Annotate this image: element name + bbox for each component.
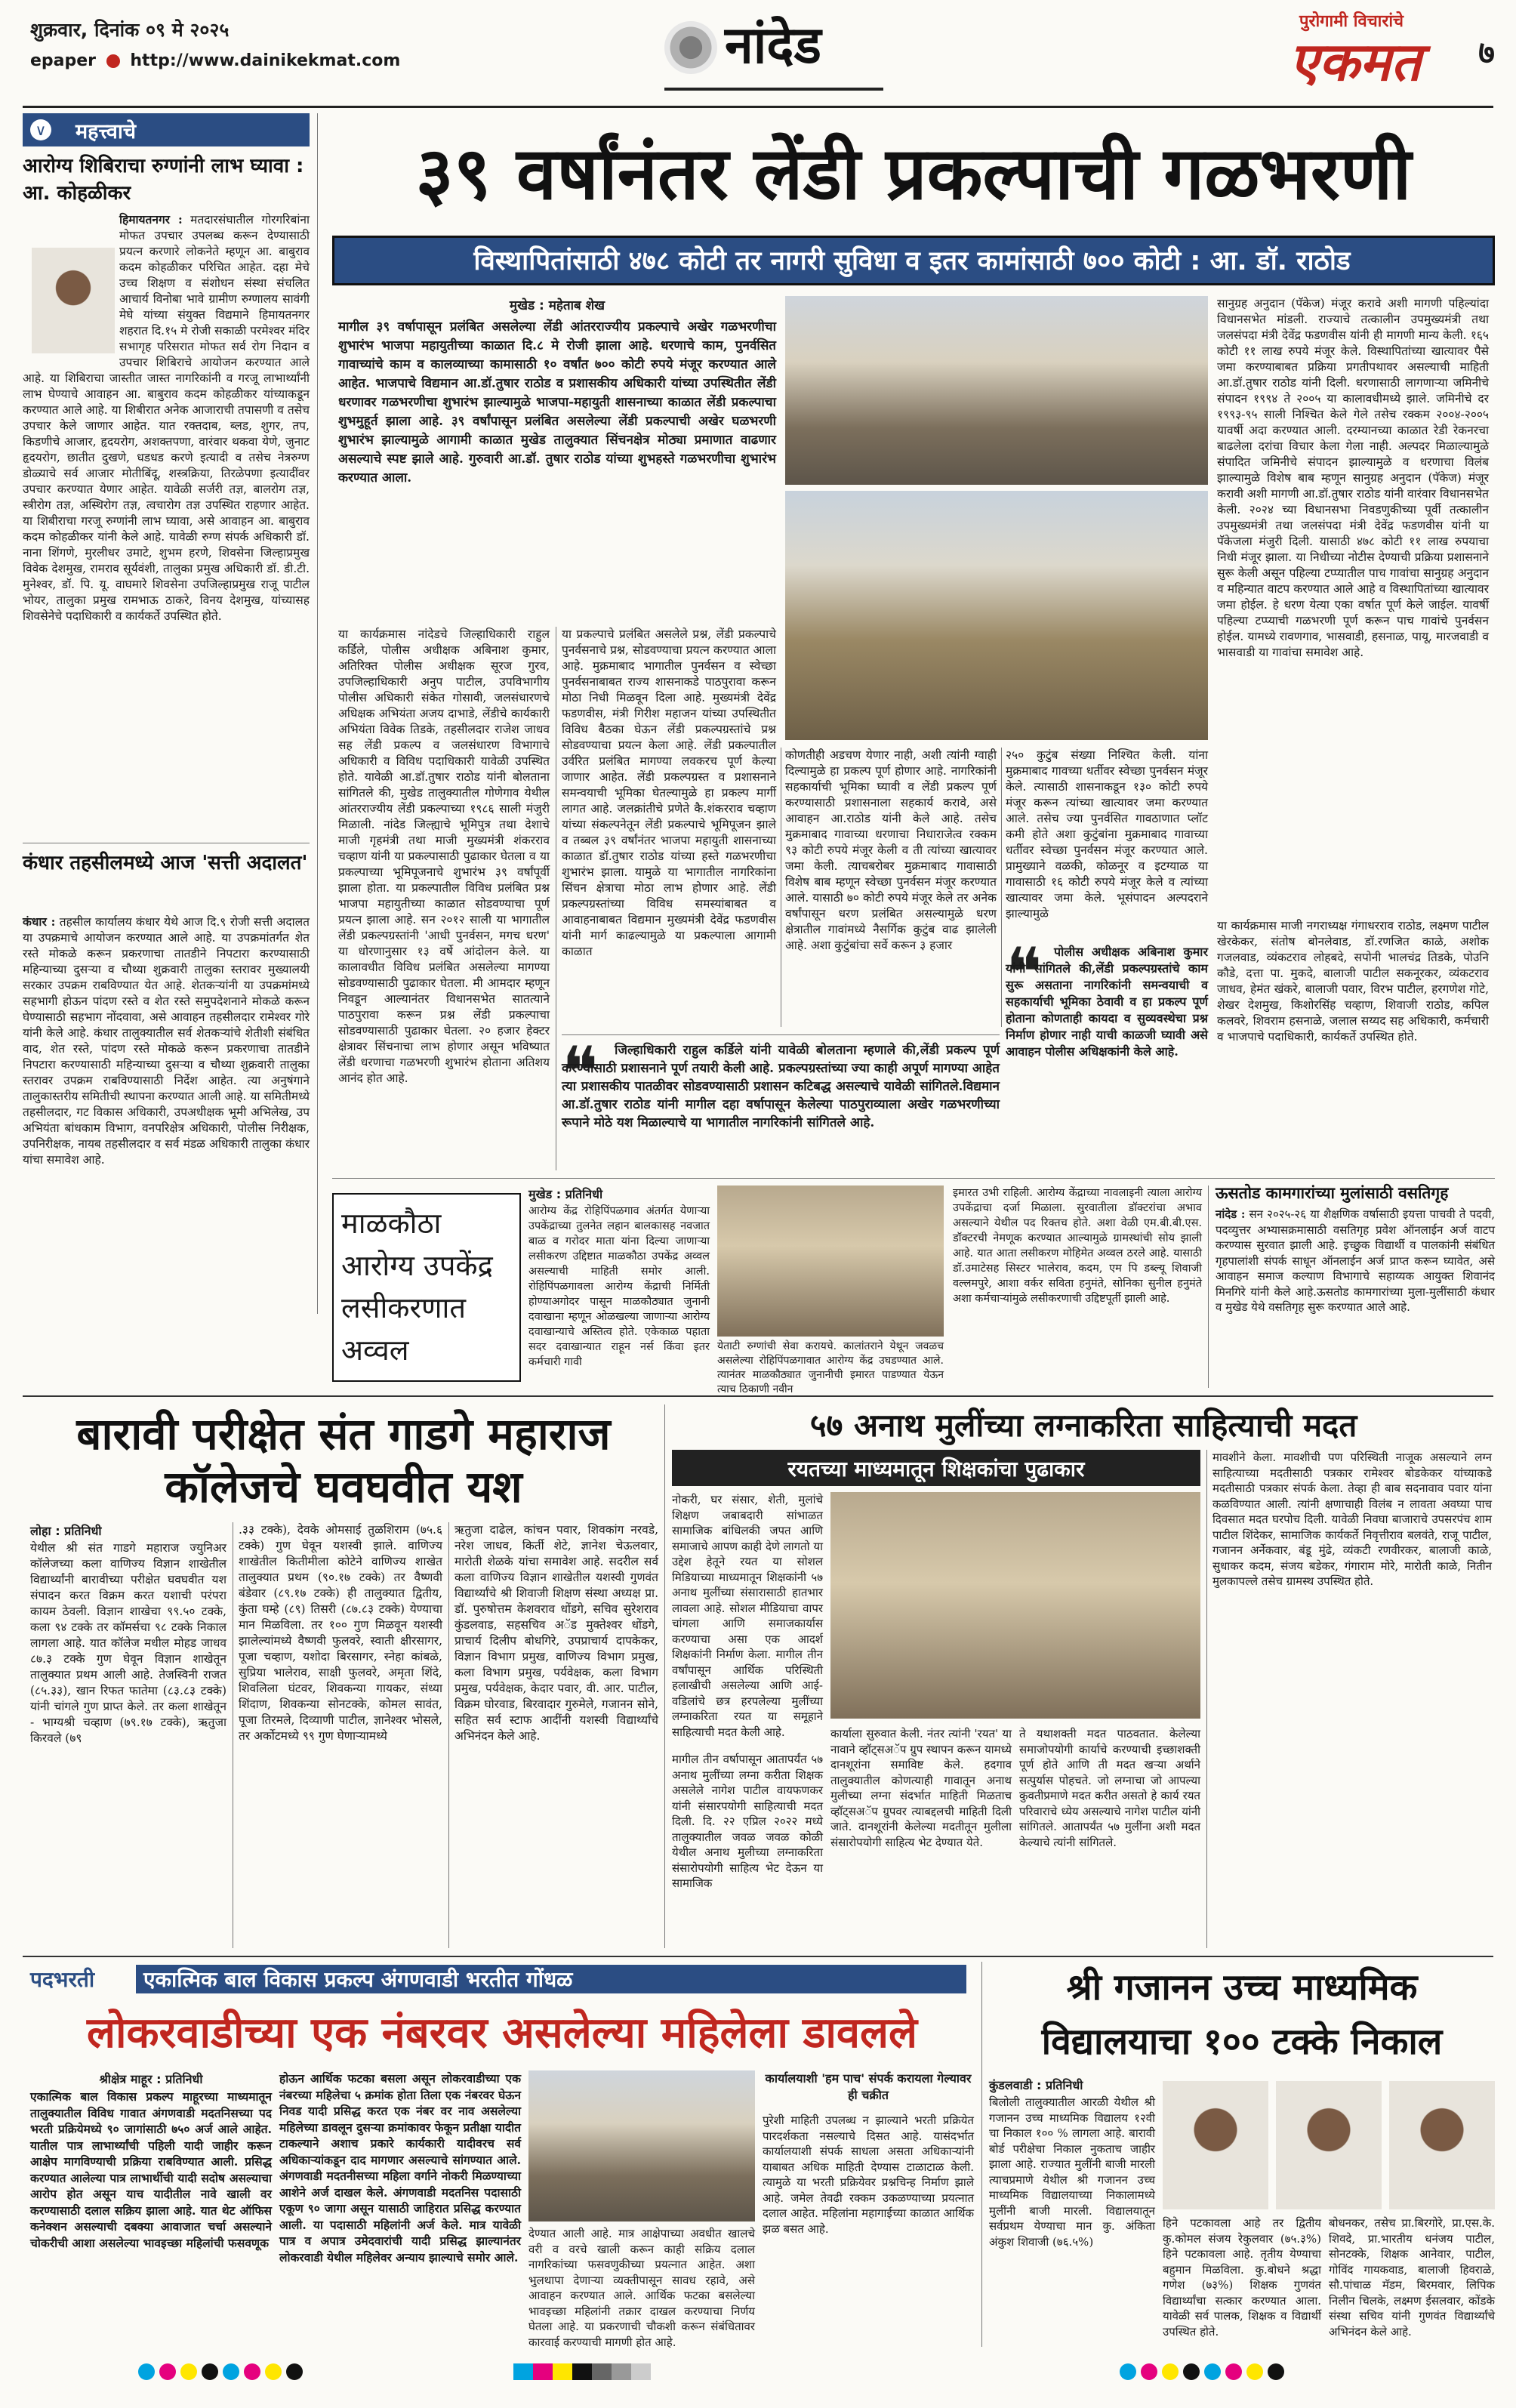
marriage-subheadline: रयतच्या माध्यमातून शिक्षकांचा पुढाकार xyxy=(787,1457,1085,1481)
marriage-col6: मावशीने केला. मावशीची पण परिस्थिती नाजूक असल्याने लग्न साहित्याच्या मदतीसाठी पत्रकार रामेश्वर बोडकेकर यांच्याकडे मदतीसाठी पत्रकार संपर्क केला. तेव्हा ही बाब सदनावाव पवार यांना कळविण्यात आली. त्यांनी क्षणाचाही विलंब न लावता अवघ्या पाच दिवसात मदत घरपोच दिली. यावेळी निवघा बाजाराचे उपसरपंच शाम पाटील शिंदेकर, सामाजिक कार्यकर्ते निवृत्तीराव बलवंते, राजू पाटील, गजानन अर्नेकवार, बंडू मुंढे, व्यंकटी रणवीरकर, बालाजी काळे, सुधाकर कदम, संजय बडेकर, गंगाराम मोरे, मारोती काळे, नितीन मुलकापल्ले तसेच ग्रामस्थ उपस्थित होते. xyxy=(1212,1451,1492,1588)
gajanan-col3: बोधनकर, तसेच प्रा.बिरगोरे, प्रा.एस.के. शिवदे, प्रा.भारतीय धनंजय पाटील, सोनटक्के, शिक्षक आनेवार, पाटील, गोविंद गायकवाड, बालाजी हिवराळे, सौ.पांचाळ मॅडम, बिरमवार, लिपिक निलीन चिलके, लक्ष्मण ईसलवार, कोंडके संस्था सचिव यांनी गुणवंत विद्यार्थ्यांचे अभिनंदन केले आहे. xyxy=(1329,2216,1495,2339)
malkautha-photo xyxy=(717,1186,944,1337)
quote-mark-icon: ❝ xyxy=(1006,933,1043,1013)
lead-intro-box xyxy=(338,296,776,613)
lead-subheadline-box xyxy=(332,236,1495,285)
padbharti-col3: देण्यात आली आहे. मात्र आक्षेपाच्या अवधीत खालचे वरी व वरचे खाली करून काही सक्रिय दलाल नागरिकांच्या फसवणुकीच्या प्रयत्नात आहेत. अशा भुलथापा देणाऱ्या व्यक्तीपासून सावध रहावे, असे आवाहन करण्यात आले. आर्थिक फटका बसलेल्या भावइच्छा महिलांनी तक्रार दाखल करण्याचा निर्णय घेतला आहे. या प्रकरणाची चौकशी करून संबंधितावर कारवाई करण्याची मागणी होत आहे. xyxy=(528,2227,755,2349)
registration-marks-left xyxy=(136,2363,438,2386)
malkautha-title-box xyxy=(332,1193,521,1382)
lead-col3: कोणतीही अडचण येणार नाही, अशी त्यांनी ग्वाही दिल्यामुळे हा प्रकल्प पूर्ण होणार आहे. नागरिकांनी सहकार्याची भूमिका घ्यावी व लेंडी प्रकल्प पूर्ण करण्यासाठी प्रशासनाला सहकार्य करावे, असे आवाहन आ.राठोड यांनी केले आहे. तसेच मुक्रमाबाद गावाच्या धरणाचा निधाराजेत्व रक्कम ९३ कोटी रुपये मंजूर केली व ती त्यांच्या खात्यावर जमा केली. त्याचबरोबर मुक्रमाबाद गावासाठी विशेष बाब म्हणून स्वेच्छा पुनर्वसन मंजूर करण्यात आले. यासाठी ७० कोटी रुपये मंजूर केले तर अनेक वर्षांपासून धरण प्रलंबित असल्यामुळे धरण क्षेत्रातील गावांमध्ये नैसर्गिक कुटुंब वाढ झालेली आहे. अशा कुटुंबांचा सर्वे करून ३ हजार xyxy=(785,748,997,952)
brand-name: एकमत xyxy=(1289,31,1422,93)
malkautha-byline: मुखेड : प्रतिनिधी xyxy=(528,1187,603,1201)
lead-quote-police: ❝ पोलीस अधीक्षक अबिनाश कुमार यांनी सांगितले की,लेंडी प्रकल्पग्रस्तांचे काम सुरू असताना नागरिकांनी समन्वयाची व सहकार्याची भूमिका ठेवावी व हा प्रकल्प पूर्ण होताना कोणताही कायदा व सुव्यवस्थेचा प्रश्न निर्माण होणार नाही याची काळजी घ्यावी असे आवाहन पोलीस अधिक्षकांनी केले आहे. xyxy=(1006,933,1208,1059)
lead-quote-collector: ❝ जिल्हाधिकारी राहुल कर्डिले यांनी यावेळी बोलताना म्हणाले की,लेंडी प्रकल्प पूर्ण करण्यासाठी प्रशासनाने पूर्ण तयारी केली आहे. प्रकल्पग्रस्तांच्या ज्या काही अपूर्ण मागण्या आहेत त्या प्रशासकीय पातळीवर सोडवण्यासाठी प्रशासन कटिबद्ध असल्याचे यावेळी सांगितले.विद्यमान आ.डॉ.तुषार राठोड यांनी मागील दहा वर्षापासून केलेल्या पाठपुराव्याला अखेर गळभरणीच्या रूपाने मोठे यश मिळाल्याचे या भागातील नागरिकांनी सांगितले आहे. xyxy=(562,1034,1000,1170)
sidebar-story2-title: कंधार तहसीलमध्ये आज 'सत्ती अदालत' xyxy=(23,852,308,874)
color-bars xyxy=(513,2363,695,2386)
marriage-photo xyxy=(830,1492,1200,1719)
lead-photo-event xyxy=(785,296,1208,485)
padbharti-headline: लोकरवाडीच्या एक नंबरवर असलेल्या महिलेला डावलले xyxy=(87,2009,917,2058)
sidebar-story1-text: मतदारसंघातील गोरगरिबांना मोफत उपचार उपलब्ध करून देण्यासाठी प्रयत्न करणारे लोकनेते म्हणून आ. बाबुराव कदम कोहळीकर परिचित आहेत. दहा मेचे उच्च शिक्षण व संशोधन संस्था संचलित आचार्य विनोबा भावे ग्रामीण रुग्णालय सावंगी मेघे यांच्या संयुक्त विद्यमाने हिमायतनगर शहरात दि.१५ मे रोजी सकाळी परमेश्वर मंदिर सभागृह परिसरात मोफत सर्व रोग निदान व उपचार शिबिराचे आयोजन करण्यात आले आहे. या शिबिराचा जास्तीत जास्त नागरिकांनी व गरजू लाभार्थ्यांनी लाभ घेण्याचे आवाहन आ. बाबुराव कदम कोहळीकर यांच्याकडून करण्यात आले आहे. या शिबीरात अनेक आजाराची तपासणी व तसेच उपचार केले जाणार आहेत. यात रक्तदाब, ब्लड, शुगर, तप, किडणीचे आजार, हृदयरोग, अशक्तपणा, वारंवार थकवा येणे, जुनाट हृदयरोग, छातीत दुखणे, धडधड करणे इत्यादी व तसेच नेत्ररुग्ण डोळ्याचे सर्व आजार मोतीबिंदू, शस्त्रक्रिया, तिरळेपणा इत्यादींवर उपचार करण्यात येणार आहेत. यावेळी सर्जरी तज्ञ, बालरोग तज्ञ, स्त्रीरोग तज्ञ, अस्थिरोग तज्ञ, त्वचारोग तज्ञ उपस्थित राहणार आहेत. या शिबीराचा गरजू रुग्णांनी लाभ घ्यावा, असे आवाहन आ. बाबुराव कदम कोहळीकर यांनी केले आहे. यावेळी रुग्ण संपर्क अधिकारी डॉ. नाना शिंगणे, मुरलीधर उमाटे, शुभम हरणे, शिवसेना जिल्हाप्रमुख विवेक देशमुख, रामराव सूर्यवंशी, तालुका प्रमुख अधिकारी डॉ. डी.टी. मुनेश्वर, डॉ. पि. यू. वाघमारे शिवसेना उपजिल्हाप्रमुख राजू पाटील भोयर, तालुका प्रमुख रामभाऊ ठाकरे, विनय देशमुख, यांच्यासह शिवसेनेचे पदाधिकारी व कार्यकर्ते उपस्थित होते. xyxy=(23,213,310,623)
sidebar-story1-dateline: हिमायतनगर : xyxy=(119,212,183,227)
brand-tagline: पुरोगामी विचारांचे xyxy=(1299,12,1404,31)
masthead xyxy=(0,0,1516,106)
sidebar-story2-text: तहसील कार्यालय कंधार येथे आज दि.९ रोजी सत्ती अदालत या उपक्रमाचे आयोजन करण्यात आले आहे. या उपक्रमांतर्गत शेत रस्ते मोकळे करून प्रकरणाचा तातडीने निपटारा करण्यासाठी महिन्याच्या दुसऱ्या व चौथ्या शुक्रवारी तालुका स्तरावर मुख्यालयी सरकार उपक्रम राबविण्यात येत आहे. शेतकऱ्यांनी या उपक्रमांमध्ये सहभागी होऊन पांदण रस्ते व शेत रस्ते समुपदेशनाने मोकळे करून घेण्यासाठी सहभाग नोंदवावा, असे आवाहन तहसीलदार रामेश्वर गोरे यांनी केले आहे. कंधार तालुक्यातील सर्व शेतकऱ्यांचे शेतीशी संबंधित वाद, शेत रस्ते, पांदण रस्ते मोकळे करून प्रकरणाचा तातडीने निपटारा करण्यासाठी महिन्याच्या दुसऱ्या व चौथ्या शुक्रवारी तालुका स्तरावर उपक्रम राबविण्यासाठी निर्देश आहेत. त्या अनुषंगाने तालुकास्तरीय समितीची स्थापना करण्यात आली आहे. या समितीमध्ये तहसीलदार, गट विकास अधिकारी, उपअधीक्षक भूमी अभिलेख, उप अभियंता बांधकाम विभाग, वनपरिक्षेत्र अधिकारी, पोलीस निरीक्षक, उपनिरीक्षक, नायब तहसीलदार व सर्व मंडळ अधिकारी तालुका कंधार यांचा समावेश आहे. xyxy=(23,915,310,1167)
lead-headline: ३९ वर्षांनंतर लेंडी प्रकल्पाची गळभरणी xyxy=(415,131,1412,216)
quote-mark-icon: ❝ xyxy=(562,1032,599,1112)
marriage-subheadline-box xyxy=(672,1450,1200,1486)
hostel-body: नांदेड : सन २०२५-२६ या शैक्षणिक वर्षासाठी इयत्ता पाचवी ते पदवी, पदव्युत्तर अभ्यासक्रमासाठी वसतिगृह प्रवेश ऑनलाईन अर्ज वाटप करण्यास सुरवात झाली आहे. इच्छुक विद्यार्थी व पालकांनी संबंधित गृहपालांशी संपर्क साधून ऑनलाईन अर्ज प्राप्त करून घ्यावेत, असे आवाहन समाज कल्याण विभागाचे सहाय्यक आयुक्त शिवानंद मिनगिरे यांनी केले आहे.ऊसतोड कामगारांच्या मुला-मुलींसाठी कंधार व मुखेड येथे वसतिगृह सुरू करण्यात आले आहे. xyxy=(1216,1207,1495,1314)
gajanan-col1: बिलोली तालुक्यातील आरळी येथील श्री गजानन उच्च माध्यमिक विद्यालय १२वी चा निकाल १०० % लागला आहे. बारावी बोर्ड परीक्षेचा निकाल नुकताच जाहीर झाला आहे. राज्यात मुलींनी बाजी मारली त्याचप्रमाणे येथील श्री गजानन उच्च माध्यमिक विद्यालयाच्या निकालामध्ये मुलींनी बाजी मारली. विद्यालयातून सर्वप्रथम येण्याचा मान कु. अंकिता अंकुश शिवाजी (७६.५%) xyxy=(989,2095,1155,2249)
masthead-rule xyxy=(23,106,1493,108)
lead-col1: या कार्यक्रमास नांदेडचे जिल्हाधिकारी राहुल कर्डिले, पोलीस अधीक्षक अबिनाश कुमार, अतिरिक्त पोलीस अधीक्षक सूरज गुरव, उपजिल्हाधिकारी अनुप पाटील, उपविभागीय पोलीस अधिकारी संकेत गोसावी, जलसंधारणचे अधिक्षक अभियंता अजय दाभाडे, लेंडीचे कार्यकारी अभियंता विवेक तिडके, तहसीलदार राजेश जाधव सह लेंडी प्रकल्प व जलसंधारण विभागाचे अधिकारी व विविध पदाधिकारी यावेळी उपस्थित होते. यावेळी आ.डॉ.तुषार राठोड यांनी बोलताना सांगितले की, मुखेड तालुक्यातील गोणेगाव येथील आंतरराज्यीय लेंडी प्रकल्पाच्या १९८६ साली मंजुरी मिळाली. नांदेड जिल्ह्याचे भूमिपुत्र तथा देशाचे माजी गृहमंत्री तथा माजी मुख्यमंत्री शंकरराव चव्हाण यांनी या प्रकल्पासाठी पुढाकार घेतला व या प्रकल्पाच्या भूमिपूजनाचे शुभारंभ ३९ वर्षांपूर्वी झाला होता. या प्रकल्पातील विविध प्रलंबित प्रश्न भाजपा महायुतीच्या काळात सोडवण्याचा पूर्ण प्रयत्न झाला आहे. सन २०१२ साली या भागातील लेंडी प्रकल्पग्रस्तांनी 'आधी पुनर्वसन, मगच धरण' या धोरणानुसार १३ वर्षे आंदोलन केले. या कालावधीत विविध प्रलंबित असलेल्या मागण्या सोडवण्यासाठी पुढाकार घेतला. मी आमदार म्हणून निवडून आल्यानंतर विधानसभेत सातत्याने पाठपुरावा करून प्रश्न लेंडी प्रकल्पाचा सोडवण्यासाठी पुढाकार घेतला. २० हजार हेक्टर क्षेत्रावर सिंचनाचा लाभ होणार असून भविष्यात लेंडी धरणाचा गळभरणी शुभारंभ होताना अतिशय आनंद होत आहे. xyxy=(338,627,550,1085)
padbharti-subtitle: कार्यालयाशी 'हम पाच' संपर्क करायला गेल्यावर ही चक्रीत xyxy=(765,2071,972,2102)
brand-logo xyxy=(1238,6,1465,97)
city-title-box xyxy=(664,8,883,91)
sidebar-story2-dateline: कंधार : xyxy=(23,914,56,929)
section-label: महत्त्वाचे xyxy=(75,120,137,143)
lead-intro: मागील ३९ वर्षापासून प्रलंबित असलेल्या लेंडी आंतरराज्यीय प्रकल्पाचे अखेर गळभरणीचा शुभारंभ भाजपा महायुतीच्या काळात दि.८ मे रोजी झाला आहे. धरणाचे काम, पुनर्वसित गावाच्यांचे काम व कालव्याच्या कामासाठी १० वर्षांत ७०० कोटी रुपये मंजूर करण्यात आले आहेत. भाजपाचे विद्यमान आ.डॉ.तुषार राठोड व प्रशासकीय अधिकारी यांच्या उपस्थितीत लेंडी धरणावर गळभरणीचा शुभारंभ झाल्यामुळे भाजपा-महायुती शासनाच्या काळात लेंडी प्रकल्पाचा शुभमुहूर्त झाला आहे. ३९ वर्षांपासून प्रलंबित असलेल्या लेंडी प्रकल्पाची अखेर घळभरणी शुभारंभ झाल्यामुळे आगामी काळात मुखेड तालुक्यात सिंचनक्षेत्र मोठ्या प्रमाणात वाढणार असल्याचे स्पष्ट झाले आहे. गुरुवारी आ.डॉ. तुषार राठोड यांच्या शुभहस्ते गळभरणीचा शुभारंभ करण्यात आला. xyxy=(338,319,776,486)
malkautha-col2: इमारत उभी राहिली. आरोग्य केंद्राच्या नावलाइनी त्याला आरोग्य उपकेंद्राचा दर्जा मिळाला. सुरवातीला डॉक्टरांचा अभाव असल्याने येथील पद रिक्तच होते. अशा वेळी एम.बी.बी.एस. डॉक्टरची नेमणूक करण्यात आल्यामुळे ग्रामस्थांची सोय झाली आहे. यात आता लसीकरण मोहिमेत अव्वल ठरले आहे. यासाठी डॉ.उमाटेसह सिस्टर भालेराव, कदम, एम पि डब्ल्यू शिवाजी वल्लमपुरे, आशा वर्कर सविता हनुमंते, सोनिका सुनील हनुमंते अशा कर्मचाऱ्यांमुळे लसीकरणाची उद्दिष्टपूर्ती झाली आहे. xyxy=(953,1187,1202,1305)
lead-col4: २५० कुटुंब संख्या निश्चित केली. यांना मुक्रमाबाद गावच्या धर्तीवर स्वेच्छा पुनर्वसन मंजूर केले. त्यासाठी शासनाकडून १३० कोटी रुपये मंजूर करून त्यांच्या खात्यावर जमा करण्यात आले. तसेच ज्या पुनर्वसित गावठाणात प्लॉट कमी होते अशा कुटुंबांना मुक्रमाबाद गावाच्या धर्तीवर स्वेच्छा पुनर्वसन मंजूर करण्यात आले. प्रामुख्याने वळकी, कोळनूर व इटग्याळ या गावासाठी १६ कोटी रुपये मंजूर केले व त्यांच्या खात्यावर जमा केले. भूसंपादन अल्पदराने झाल्यामुळे xyxy=(1006,748,1208,920)
website-link[interactable]: http://www.dainikekmat.com xyxy=(130,51,401,70)
gadge-headline: बारावी परीक्षेत संत गाडगे महाराज कॉलेजचे घवघवीत यश xyxy=(76,1408,611,1512)
gadge-col3: ऋतुजा दाढेल, कांचन पवार, शिवकांग नरवडे, नरेश जाधव, किर्ती शेटे, ज्ञानेश चेऊलवार, मारोती शेळके यांचा समावेश आहे. सदरील सर्व कला वाणिज्य विज्ञान शाखेतील यशस्वी गुणवंत विद्यार्थ्यांचे श्री शिवाजी शिक्षण संस्था अध्यक्ष प्रा. डॉ. पुरुषोत्तम केशवराव धोंडगे, सचिव सुरेशराव कुंडलवाड, सहसचिव अॅड मुक्तेश्वर धोंडगे, प्राचार्य दिलीप बोधगिरे, उपप्राचार्य दापकेकर, विज्ञान विभाग प्रमुख, वाणिज्य विभाग प्रमुख, कला विभाग प्रमुख, पर्यवेक्षक, कला विभाग प्रमुख, पर्यवेक्षक, केदार पवार, वी. आर. पाटील, विक्रम घोरवाड, बिरवादार गुरुमेले, गजानन सोने, सहित सर्व स्टाफ आदींनी यशस्वी विद्यार्थ्यांचे अभिनंदन केले आहे. xyxy=(454,1523,658,1743)
epaper-line: epaper http://www.dainikekmat.com xyxy=(30,51,401,70)
sidebar xyxy=(23,113,310,1314)
padbharti-kicker: पदभरती xyxy=(30,1967,95,1992)
padbharti-kicker-line: एकात्मिक बाल विकास प्रकल्प अंगणवाडी भरतीत गोंधळ xyxy=(136,1965,966,1993)
gajanan-headline: श्री गजानन उच्च माध्यमिक विद्यालयाचा १०० टक्के निकाल xyxy=(1041,1966,1443,2063)
lead-photo-dam xyxy=(785,491,1208,740)
date-line: शुक्रवार, दिनांक ०९ मे २०२५ xyxy=(30,19,230,41)
registration-marks-right xyxy=(1117,2363,1419,2386)
padbharti-photo xyxy=(528,2070,755,2221)
lead-col5: सानुग्रह अनुदान (पॅकेज) मंजूर करावे अशी मागणी पहिल्यांदा विधानसभेत मांडली. राज्याचे तत्कालीन उपमुख्यमंत्री तथा जलसंपदा मंत्री देवेंद्र फडणवीस यांनी ही मागणी मान्य केली. १६५ कोटी ११ लाख रुपये मंजूर केले. विस्थापितांच्या खात्यावर पैसे जमा करण्याबाबत प्रक्रिया प्रगतीपथावर असल्याची माहिती आ.डॉ.तुषार राठोड यांनी दिली. धरणासाठी लागणाऱ्या जमिनीचे संपादन १९९४ ते २००५ या कालावधीमध्ये झाले. जमिनीचे दर १९९३-९५ साली निश्चित केले गेले तसेच रक्कम २००४-२००५ यावर्षी अदा करण्यात आली. दरम्यानच्या काळात रेडी रेकनरचा बाढलेला दरांचा विचार केला गेला नाही. अल्पदर मिळाल्यामुळे संपादित जमिनीचे संपादन झाल्यामुळे व धरणाचा विलंब झाल्यामुळे विशेष बाब म्हणून सानुग्रह अनुदान (पॅकेज) मंजूर करावी अशी मागणी आ.डॉ.तुषार राठोड यांनी वारंवार विधानसभेत केली. २०२४ च्या विधानसभा निवडणुकीच्या पूर्वी तत्कालीन उपमुख्यमंत्री तथा जलसंपदा मंत्री देवेंद्र फडणवीस यांनी या पॅकेजला मंजुरी दिली. यासाठी ४७८ कोटी ११ लाख रुपयाचा निधी मंजूर झाला. या निधीच्या नोटीस देण्याची प्रक्रिया प्रशासनाने सुरू केली असून पहिल्या टप्प्यातील पाच गावांचा सानुग्रह अनुदान व महिन्यात वाटप करण्यात आले आहे व विस्थापितांच्या खात्यावर जमा होईल. हे धरण येत्या एका वर्षात पूर्ण केले जाईल. यावर्षी पहिल्या टप्प्याची गळभरणी पूर्ण करून पाच गावांचे पुनर्वसन होईल. यामध्ये रावणगाव, भासवाडी, हसनाळ, पायू, मारजवाडी व भासवाडी या गावांचा समावेश आहे. xyxy=(1217,297,1489,659)
lead-col2: या प्रकल्पाचे प्रलंबित असलेले प्रश्न, लेंडी प्रकल्पाचे पुनर्वसनाचे प्रश्न, सोडवण्याचा प्रयत्न करण्यात आला आहे. मुक्रमाबाद भागातील पुनर्वसन व स्वेच्छा पुनर्वसनाबाबत राज्य शासनाकडे पाठपुरावा करून मोठा निधी मिळवून दिला आहे. मुख्यमंत्री देवेंद्र फडणवीस, मंत्री गिरीश महाजन यांच्या उपस्थितीत विविध बैठका घेऊन लेंडी प्रकल्पग्रस्तांचे प्रश्न सोडवण्याचा प्रयत्न केला आहे. लेंडी प्रकल्पातील उर्वरित प्रलंबित मागण्या लवकरच पूर्ण केल्या जाणार आहेत. लेंडी प्रकल्पग्रस्त व प्रशासनाने समन्वयाची भूमिका घेतल्यामुळे हा प्रकल्प मार्गी लागत आहे. जलक्रांतीचे प्रणेते कै.शंकरराव चव्हाण यांच्या संकल्पनेतून लेंडी प्रकल्पाचे भूमिपूजन झाले व तब्बल ३९ वर्षांनंतर भाजपा महायुती शासनाच्या काळात डॉ.तुषार राठोड यांच्या हस्ते गळभरणीचा शुभारंभ झाला. यामुळे या भागातील नागरिकांना सिंचन क्षेत्राचा मोठा लाभ होणार आहे. लेंडी प्रकल्पग्रस्तांच्या विविध समस्यांबाबत व आवाहनाबाबत विद्यमान मुख्यमंत्री देवेंद्र फडणवीस यांनी मार्ग काढल्यामुळे या प्रकल्पाला आगामी काळात xyxy=(562,627,776,958)
student-photo-2 xyxy=(1276,2081,1382,2209)
gajanan-col2: हिने पटकावला आहे तर द्वितीय कु.कोमल संजय रेकुलवार (७५.३%) हिने पटकावला आहे. तृतीय येण्याचा बहुमान मिळविला. कु.बोधने श्रद्धा गणेश (७३%) शिक्षक गुणवंत विद्यार्थ्यांचा सत्कार करण्यात आला. यावेळी सर्व पालक, शिक्षक व विद्यार्थी उपस्थित होते. xyxy=(1163,2216,1321,2339)
section-label-box xyxy=(23,113,310,146)
malkautha-caption: येताटी रुग्णांची सेवा करायचे. कालांतराने येथून जवळच असलेल्या रोहिपिंपळगावात आरोग्य केंद्र उघडण्यात आले. त्यानंतर माळकौठ्यात जुनानीची इमारत पाडण्यात येऊन त्याच ठिकाणी नवीन xyxy=(717,1340,944,1395)
sidebar-story1-body xyxy=(23,211,310,838)
marriage-col3: कार्याला सुरुवात केली. नंतर त्यांनी 'रयत' या नावाने व्हॉट्सअॅप ग्रुप स्थापन करून यामध्ये दानशूरांना समाविष्ट केले. हदगाव तालुक्यातील कोणत्याही गावातून अनाथ मुलीच्या लग्ना संदर्भात माहिती मिळताच व्हॉट्सअॅप ग्रुपवर त्याबद्दलची माहिती दिली जाते. दानशूरांनी केलेल्या मदतीतून मुलीला संसारोपयोगी साहित्य भेट देण्यात येते. xyxy=(830,1727,1012,1849)
globe-icon xyxy=(106,54,120,68)
sidebar-story1-title: आरोग्य शिबिराचा रुग्णांनी लाभ घ्यावा : आ. कोहळीकर xyxy=(23,155,304,205)
padbharti-col1: एकात्मिक बाल विकास प्रकल्प माहूरच्या माध्यमातून तालुक्यातील विविध गावात अंगणवाडी मदतनिसच्या पद भरती प्रक्रियेमध्ये ९० जागांसाठी ७५० अर्ज आले आहेत. यातील पात्र लाभार्थ्यांची पहिली यादी जाहीर करून आक्षेप मागविण्याची प्रक्रिया राबविण्यात आली. प्रसिद्ध करण्यात आलेल्या पात्र लाभार्थीची यादी सदोष असल्याचा आरोप होत असून याच यादीतील नावे खाली वर करण्यासाठी दलाल सक्रिय झाला आहे. यात थेट ऑफिस कनेक्शन असल्याची दबक्या आवाजात चर्चा असल्याने चोकरीची आशा असलेल्या भावइच्छा महिलांची फसवणूक xyxy=(30,2089,272,2250)
padbharti-col4: पुरेशी माहिती उपलब्ध न झाल्याने भरती प्रक्रियेत पारदर्शकता नसल्याचे दिसत आहे. यासंदर्भात कार्यालयाशी संपर्क साधला असता अधिकाऱ्यांनी याबाबत अधिक माहिती देण्यास टाळाटाळ केली. त्यामुळे या भरती प्रक्रियेवर प्रश्नचिन्ह निर्माण झाले आहे. जमेल तेवढी रक्कम उकळण्याच्या प्रयत्नात दलाल आहेत. महिलांना महागाईच्या काळात आर्थिक झळ बसत आहे. xyxy=(763,2114,974,2236)
sidebar-story2-body xyxy=(23,914,310,1306)
gadge-col1: येथील श्री संत गाडगे महाराज ज्युनिअर कॉलेजच्या कला वाणिज्य विज्ञान शाखेतील विद्यार्थ्यांनी बारावीच्या परीक्षेत घवघवीत यश संपादन करत विक्रम करत यशाची परंपरा कायम ठेवली. विज्ञान शाखेचा ९९.५० टक्के, कला ९४ टक्के तर कॉमर्सचा ९८ टक्के निकाल लागला आहे. यात कॉलेज मधील मोहड जाधव ८७.३ टक्के गुण घेवून विज्ञान शाखेतून तालुक्यात प्रथम आली आहे. तेजस्विनी राजत (८५.३३), खान रिफत फातेमा (८३.८३ टक्के) यांनी चांगले गुण प्राप्त केले. तर कला शाखेतून - भाग्यश्री चव्हाण (७९.१७ टक्के), ऋतुजा किरवले (७९ xyxy=(30,1541,226,1745)
chevron-down-icon: ∨ xyxy=(30,119,51,140)
student-photo-3 xyxy=(1389,2081,1495,2209)
emblem-icon xyxy=(664,21,717,74)
lead-col5b: या कार्यक्रमास माजी नगराध्यक्ष गंगाधरराव राठोड, लक्ष्मण पाटील खेरकेकर, संतोष बोनलेवाड, डॉ.रणजित काळे, अशोक गजलवाड, व्यंकटराव लोहबदे, सपोनी भालचंद्र तिडके, पोउनि कौडे, दत्ता पा. मुकदे, बालाजी पाटील सकनूरकर, व्यंकटराव जाधव, हेमंत खंकरे, बालाजी पवार, विरभ पाटील, हरगणेश गोटे, शेखर देशमुख, किशोरसिंह चव्हाण, शिवाजी राठोड, कपिल कलवरे, शिवराम हसनाळे, जलाल सय्यद सह अधिकारी, कर्मचारी व भाजपाचे पदाधिकारी, कार्यकर्ते उपस्थित होते. xyxy=(1217,919,1489,1044)
marriage-col1: नोकरी, घर संसार, शेती, मुलांचे शिक्षण जबाबदारी सांभाळत सामाजिक बांधिलकी जपत आणि समाजाचे आपण काही देणे लागतो या उद्देश हेतूने रयत या सोशल मिडियाच्या माध्यमातून शिक्षकांनी ५७ अनाथ मुलींच्या संसारासाठी हातभार लावला आहे. सोशल मीडियाचा वापर चांगला आणि समाजकार्यास करण्याचा असा एक आदर्श शिक्षकांनी निर्माण केला. मागील तीन वर्षांपासून आर्थिक परिस्थिती हलाखीची असलेल्या आणि आई-वडिलांचे छत्र हरपलेल्या मुलींच्या लग्नाकरिता रयत या समूहाने साहित्याची मदत केली आहे. xyxy=(672,1493,823,1739)
padbharti-col2: होऊन आर्थिक फटका बसला असून लोकरवाडीच्या एक नंबरच्या महिलेचा ५ क्रमांक होता तिला एक नंबरवर घेऊन निवड यादी प्रसिद्ध करत एक नंबर वर नाव असलेल्या महिलेच्या डावलून दुसऱ्या क्रमांकावर फेकून प्रतीक्षा यादीत टाकल्याने अशाच प्रकारे कार्यकारी यादीवरच सर्व अधिकाऱ्यांकडून दाद मागणार असल्याचे सांगण्यात आले. अंगणवाडी मदतनीसच्या महिला वर्गाने नोकरी मिळण्याच्या आशेने अर्ज दाखल केले. अंगणवाडी मदतनिस पदासाठी एकूण ९० जागा असून यासाठी जाहिरात प्रसिद्ध करण्यात आली. या पदासाठी महिलांनी अर्ज केले. मात्र यावेळी पात्र व अपात्र उमेदवारांची यादी प्रसिद्ध झाल्यानंतर लोकरवाडी येथील महिलेवर अन्याय झाल्याचे समोर आले. xyxy=(279,2071,521,2265)
gadge-byline: लोहा : प्रतिनिधी xyxy=(30,1524,102,1538)
marriage-headline: ५७ अनाथ मुलींच्या लग्नाकरिता साहित्याची मदत xyxy=(809,1407,1357,1444)
lead-byline: मुखेड : महेताब शेख xyxy=(509,298,605,313)
page-number: ७ xyxy=(1478,34,1495,71)
student-photo-1 xyxy=(1163,2081,1268,2209)
gajanan-byline: कुंडलवाडी : प्रतिनिधी xyxy=(989,2078,1083,2092)
malkautha-col1: आरोग्य केंद्र रोहिपिंपळगाव अंतर्गत येणाऱ्या उपकेंद्राच्या तुलनेत लहान बालकासह नवजात बाळ व गरोदर माता यांना दिल्या जाणाऱ्या लसीकरण उद्दिष्टात माळकौठा उपकेंद्र अव्वल असल्याची माहिती समोर आली. रोहिपिंपळगावला आरोग्य केंद्राची निर्मिती होण्याअगोदर पासून माळकौठ्यात जुनानी दवाखाना म्हणून ओळखल्या जाणाऱ्या आरोग्य दवाखान्याचे अस्तित्व होते. एकेकाळ पहाता सदर दवाखान्यात राहून नर्स किंवा इतर कर्मचारी गावी xyxy=(528,1205,710,1368)
gadge-col2: .३३ टक्के), देवके ओमसाई तुळशिराम (७५.६ टक्के) गुण घेवून यशस्वी झाले. वाणिज्य शाखेतील कितीमीला कोटेने वाणिज्य शाखेत तालुक्यात प्रथम (९०.१७ टक्के) तर वैष्णवी बंडेवार (८९.१७ टक्के) ही तालुक्यात द्वितीय, कुंता घम्हे (८९) तिसरी (८७.८३ टक्के) येण्याचा मान मिळविला. तर १०० गुण मिळवून यशस्वी झालेल्यांमध्ये वैष्णवी फुलवरे, स्वाती क्षीरसागर, पूजा चव्हाण, यशोदा बिरसागर, स्नेहा कांबळे, सुप्रिया भालेराव, साक्षी फुलवरे, अमृता शिंदे, शिवलिला घंटवर, शिवकन्या गायकर, संध्या शिंदाण, शिवकन्या सोनटक्के, कोमल सावंत, पूजा तिरमले, दिव्याणी पाटील, ज्ञानेश्वर भोसले, तर अर्कोटमध्ये ९९ गुण घेणाऱ्यामध्ये xyxy=(239,1523,442,1743)
lead-subheadline: विस्थापितांसाठी ४७८ कोटी तर नागरी सुविधा व इतर कामांसाठी ७०० कोटी : आ. डॉ. राठोड xyxy=(473,246,1351,276)
hostel-title: ऊसतोड कामगारांच्या मुलांसाठी वसतिगृह xyxy=(1216,1184,1449,1202)
padbharti-byline: श्रीक्षेत्र माहूर : प्रतिनिधी xyxy=(99,2072,203,2086)
malkautha-title: माळकौठा आरोग्य उपकेंद्र लसीकरणात अव्वल xyxy=(341,1207,493,1367)
padbharti-kicker-box xyxy=(30,1962,974,1996)
marriage-col2: मागील तीन वर्षापासून आतापर्यंत ५७ अनाथ मुलींच्या लग्ना करीता शिक्षक असलेले नागेश पाटील वायफणकर यांनी संसारपयोगी साहित्याची मदत दिली. दि. २२ एप्रिल २०२२ मध्ये तालुक्यातील जवळ जवळ कोळी येथील अनाथ मुलीच्या लग्नाकरिता संसारोपयोगी साहित्य भेट देऊन या सामाजिक xyxy=(672,1753,823,1890)
city-title: नांदेड xyxy=(725,16,821,76)
marriage-col4: ते यथाशक्ती मदत पाठवतात. केलेल्या समाजोपयोगी कार्याचे करण्याची इच्छाशक्ती पूर्ण होते आणि ती मदत खऱ्या अर्थाने सत्पुर्यास पोहचते. जो लग्नाचा जो आपल्या कुवतीप्रमाणे मदत करीत असतो हे कार्य रयत परिवाराचे ध्येय असल्याचे नागेश पाटील यांनी सांगितले. आतापर्यंत ५७ मुलींना अशी मदत केल्याचे त्यांनी सांगितले. xyxy=(1019,1727,1200,1849)
